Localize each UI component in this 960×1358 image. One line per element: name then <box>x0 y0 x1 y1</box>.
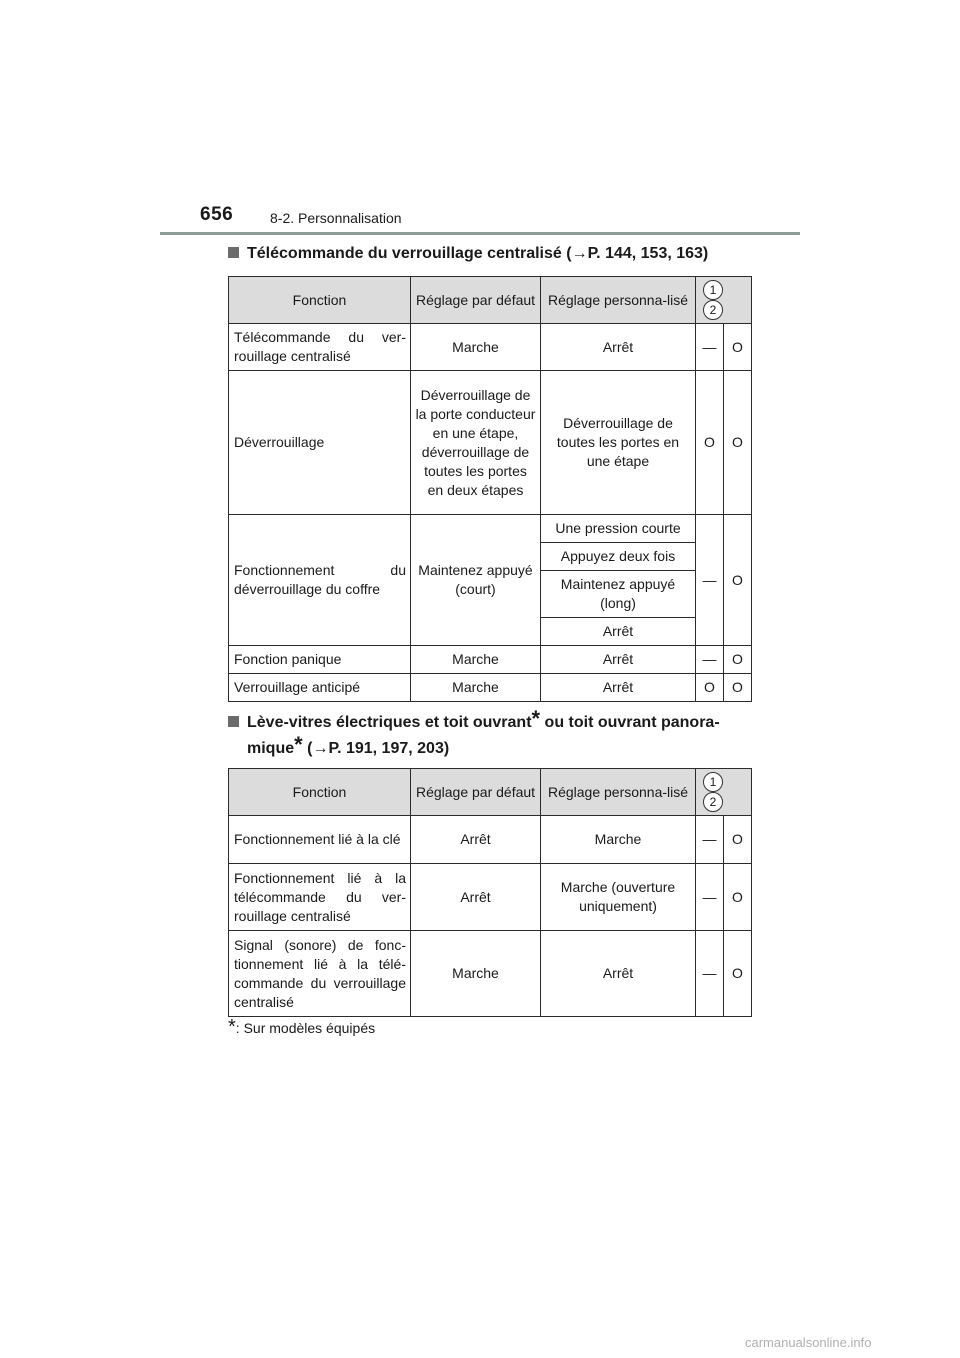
table-row <box>229 515 752 543</box>
section2-table <box>228 768 752 1017</box>
circled-number-1-icon: 1 <box>703 772 723 792</box>
table-row <box>229 324 752 371</box>
cell-function: Fonctionnement lié à la télécommande du ver-rouillage centralisé <box>229 864 411 931</box>
asterisk-icon: * <box>294 732 303 757</box>
table-row <box>229 931 752 1017</box>
arrow-icon: → <box>312 740 329 757</box>
cell-function: Verrouillage anticipé <box>229 674 411 702</box>
asterisk-icon: * <box>531 706 541 731</box>
section2-heading-text: mique <box>247 740 295 757</box>
cell-col2: O <box>724 931 752 1017</box>
cell-default: Arrêt <box>411 816 541 864</box>
asterisk-icon: * <box>228 1016 236 1038</box>
watermark: carmanualsonline.info <box>745 1335 872 1350</box>
cell-function: Signal (sonore) de fonc-tionnement lié à la télé-commande du verrouillage centralisé <box>229 931 411 1017</box>
page-number: 656 <box>200 204 234 225</box>
col-header-function: Fonction <box>229 769 411 816</box>
cell-col2: O <box>724 864 752 931</box>
bullet-square-icon <box>228 247 239 258</box>
col-header-custom: Réglage personna-lisé <box>541 277 696 324</box>
cell-function: Fonction panique <box>229 646 411 674</box>
section1-heading <box>228 243 708 265</box>
section2-heading-text: Lève-vitres électriques et toit ouvrant <box>247 714 532 731</box>
cell-col1: — <box>696 646 724 674</box>
cell-function: Fonctionnement lié à la clé <box>229 816 411 864</box>
section-label: 8-2. Personnalisation <box>270 210 402 226</box>
cell-default: Marche <box>411 674 541 702</box>
section1-heading-suffix: P. 144, 153, 163) <box>587 245 709 262</box>
cell-custom: Arrêt <box>541 646 696 674</box>
section2-heading-text: ( <box>302 740 313 757</box>
col-header-function: Fonction <box>229 277 411 324</box>
cell-custom-option: Arrêt <box>541 618 696 646</box>
col-header-default: Réglage par défaut <box>411 769 541 816</box>
cell-default: Marche <box>411 324 541 371</box>
cell-col1: O <box>696 371 724 515</box>
circled-number-2-icon: 2 <box>703 792 723 812</box>
cell-custom: Marche <box>541 816 696 864</box>
table-row <box>229 674 752 702</box>
cell-function: Télécommande du ver-rouillage centralisé <box>229 324 411 371</box>
cell-col2: O <box>724 371 752 515</box>
cell-col2: O <box>724 816 752 864</box>
cell-col2: O <box>724 324 752 371</box>
cell-custom-option: Appuyez deux fois <box>541 543 696 571</box>
cell-default: Déverrouillage de la porte conducteur en une étape, déverrouillage de toutes les portes en deux étapes <box>411 371 541 515</box>
cell-col1: — <box>696 816 724 864</box>
bullet-square-icon <box>228 716 239 727</box>
cell-custom-option: Maintenez appuyé (long) <box>541 571 696 618</box>
table-row <box>229 646 752 674</box>
section2-heading-text: ou toit ouvrant panora- <box>540 714 720 731</box>
col-header-custom: Réglage personna-lisé <box>541 769 696 816</box>
header-rule <box>160 232 800 235</box>
table-row <box>229 864 752 931</box>
section2-heading <box>228 706 720 760</box>
cell-col2: O <box>724 646 752 674</box>
table-row <box>229 371 752 515</box>
cell-col1: — <box>696 864 724 931</box>
cell-col2: O <box>724 515 752 646</box>
cell-custom: Arrêt <box>541 674 696 702</box>
footnote <box>228 1016 376 1038</box>
cell-default: Marche <box>411 646 541 674</box>
cell-col1: — <box>696 931 724 1017</box>
circled-number-1-icon: 1 <box>703 280 723 300</box>
col-header-numbers <box>696 277 752 324</box>
cell-default: Maintenez appuyé (court) <box>411 515 541 646</box>
circled-number-2-icon: 2 <box>703 300 723 320</box>
section1-heading-prefix: Télécommande du verrouillage centralisé ( <box>247 245 572 262</box>
cell-col2: O <box>724 674 752 702</box>
cell-custom-option: Une pression courte <box>541 515 696 543</box>
section2-heading-line1 <box>228 706 720 734</box>
table-row <box>229 816 752 864</box>
section2-heading-text: P. 191, 197, 203) <box>328 740 450 757</box>
cell-custom: Déverrouillage de toutes les portes en une étape <box>541 371 696 515</box>
section2-heading-line2 <box>228 732 720 760</box>
cell-function: Fonctionnement du déverrouillage du coffre <box>229 515 411 646</box>
cell-custom: Arrêt <box>541 324 696 371</box>
cell-col1: — <box>696 515 724 646</box>
col-header-numbers <box>696 769 752 816</box>
cell-function: Déverrouillage <box>229 371 411 515</box>
cell-default: Marche <box>411 931 541 1017</box>
cell-default: Arrêt <box>411 864 541 931</box>
cell-col1: O <box>696 674 724 702</box>
cell-custom: Marche (ouverture uniquement) <box>541 864 696 931</box>
section1-table <box>228 276 752 702</box>
cell-custom: Arrêt <box>541 931 696 1017</box>
footnote-text: : Sur modèles équipés <box>235 1020 376 1036</box>
arrow-icon: → <box>571 245 588 262</box>
cell-col1: — <box>696 324 724 371</box>
col-header-default: Réglage par défaut <box>411 277 541 324</box>
